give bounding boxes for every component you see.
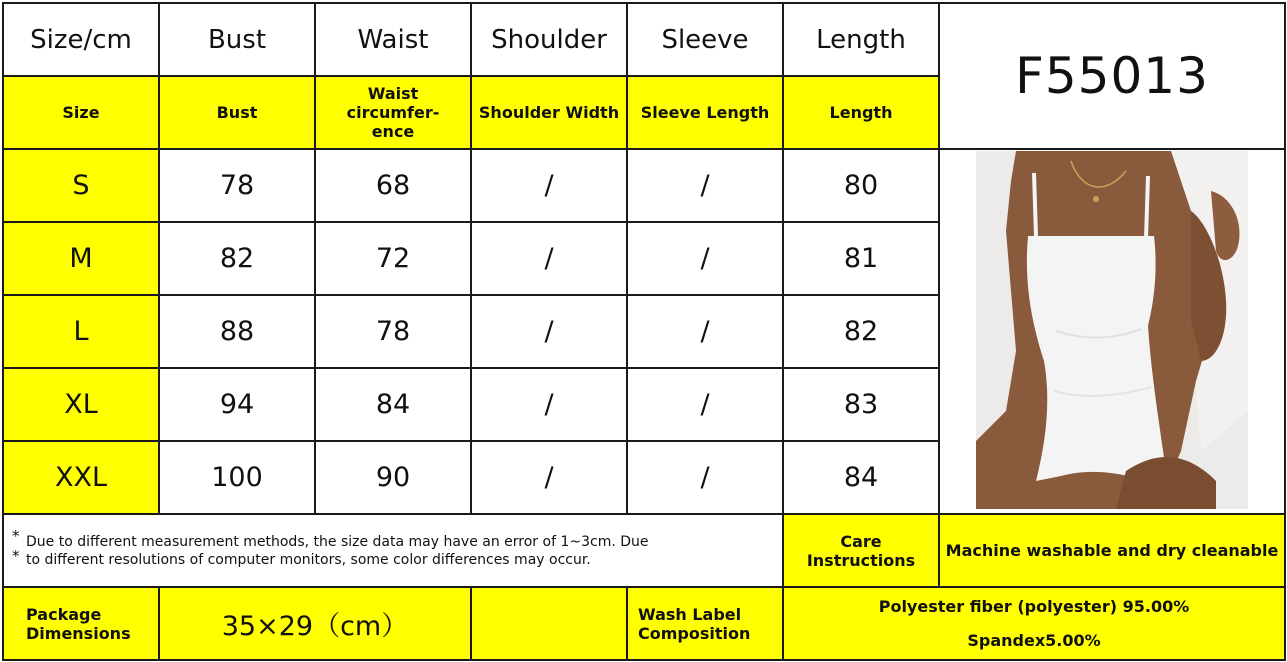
subheader-shoulder-label: Shoulder Width — [478, 103, 620, 122]
row-l-shoulder — [470, 294, 628, 369]
model-dress-illustration — [976, 151, 1248, 509]
header-waist — [314, 2, 472, 77]
header-shoulder-label: Shoulder — [491, 24, 607, 55]
disclaimer-note — [2, 513, 784, 588]
package-label-line-1: Package — [26, 604, 102, 624]
subheader-shoulder — [470, 75, 628, 150]
waist-value: 90 — [375, 462, 411, 493]
disclaimer-line-1: Due to different measurement methods, the size data may have an error of 1~3cm. Due — [26, 533, 649, 550]
header-length — [782, 2, 940, 77]
wash-label-label-cell — [626, 586, 784, 661]
row-xl-shoulder — [470, 367, 628, 442]
row-l-waist — [314, 294, 472, 369]
row-s-sleeve — [626, 148, 784, 223]
composition-value-cell — [782, 586, 1286, 661]
subheader-size — [2, 75, 160, 150]
composition-line-1: Polyester fiber (polyester) 95.00% — [878, 596, 1190, 616]
row-s-size — [2, 148, 160, 223]
row-xl-length — [782, 367, 940, 442]
disclaimer-text — [12, 526, 649, 569]
bust-value: 78 — [219, 170, 255, 201]
asterisk-bottom: * — [12, 546, 20, 565]
header-shoulder — [470, 2, 628, 77]
subheader-waist-label: Waist circumfer-ence — [346, 84, 440, 141]
waist-value: 78 — [375, 316, 411, 347]
row-xxl-length — [782, 440, 940, 515]
bust-value: 100 — [211, 462, 263, 493]
row-l-sleeve — [626, 294, 784, 369]
header-bust-label: Bust — [207, 24, 267, 55]
row-xl-sleeve — [626, 367, 784, 442]
header-size — [2, 2, 160, 77]
product-code-cell — [938, 2, 1286, 150]
shoulder-value: / — [544, 316, 554, 347]
product-photo — [976, 151, 1248, 509]
care-instructions-value: Machine washable and dry cleanable — [945, 541, 1279, 560]
header-length-label: Length — [816, 24, 906, 55]
row-l-size — [2, 294, 160, 369]
waist-value: 84 — [375, 389, 411, 420]
subheader-size-label: Size — [62, 103, 100, 122]
header-waist-label: Waist — [357, 24, 429, 55]
wash-label-line-2: Composition — [638, 623, 751, 643]
row-xl-bust — [158, 367, 316, 442]
row-l-bust — [158, 294, 316, 369]
shoulder-value: / — [544, 462, 554, 493]
empty-cell — [470, 586, 628, 661]
row-s-bust — [158, 148, 316, 223]
row-m-sleeve — [626, 221, 784, 296]
row-m-size — [2, 221, 160, 296]
sleeve-value: / — [700, 389, 710, 420]
asterisk-top: * — [12, 526, 20, 545]
bust-value: 94 — [219, 389, 255, 420]
shoulder-value: / — [544, 243, 554, 274]
length-value: 83 — [843, 389, 879, 420]
subheader-bust — [158, 75, 316, 150]
shoulder-value: / — [544, 170, 554, 201]
header-bust — [158, 2, 316, 77]
subheader-sleeve — [626, 75, 784, 150]
row-s-shoulder — [470, 148, 628, 223]
care-instructions-label: Care Instructions — [806, 531, 916, 570]
sleeve-value: / — [700, 462, 710, 493]
size-value: S — [72, 170, 90, 201]
subheader-waist — [314, 75, 472, 150]
size-value: L — [73, 316, 89, 347]
wash-label-line-1: Wash Label — [638, 604, 742, 624]
header-size-label: Size/cm — [30, 24, 132, 55]
package-label-line-2: Dimensions — [26, 623, 131, 643]
shoulder-value: / — [544, 389, 554, 420]
row-xxl-bust — [158, 440, 316, 515]
subheader-length-label: Length — [829, 103, 893, 122]
bust-value: 82 — [219, 243, 255, 274]
row-xxl-shoulder — [470, 440, 628, 515]
row-s-length — [782, 148, 940, 223]
package-dimensions-value-cell — [158, 586, 472, 661]
bust-value: 88 — [219, 316, 255, 347]
care-instructions-label-cell — [782, 513, 940, 588]
composition-line-2: Spandex5.00% — [967, 630, 1101, 650]
sleeve-value: / — [700, 243, 710, 274]
length-value: 80 — [843, 170, 879, 201]
disclaimer-line-2: to different resolutions of computer monitors, some color differences may occur. — [26, 551, 591, 568]
size-value: M — [69, 243, 93, 274]
product-code: F55013 — [1015, 47, 1209, 105]
subheader-length — [782, 75, 940, 150]
row-m-length — [782, 221, 940, 296]
subheader-sleeve-label: Sleeve Length — [640, 103, 770, 122]
row-m-shoulder — [470, 221, 628, 296]
length-value: 84 — [843, 462, 879, 493]
row-xxl-sleeve — [626, 440, 784, 515]
subheader-bust-label: Bust — [216, 103, 258, 122]
row-m-waist — [314, 221, 472, 296]
row-l-length — [782, 294, 940, 369]
size-value: XL — [64, 389, 98, 420]
package-dimensions-value: 35×29（cm） — [221, 611, 409, 642]
row-m-bust — [158, 221, 316, 296]
sleeve-value: / — [700, 316, 710, 347]
length-value: 82 — [843, 316, 879, 347]
size-value: XXL — [54, 462, 108, 493]
header-sleeve-label: Sleeve — [661, 24, 749, 55]
row-xxl-waist — [314, 440, 472, 515]
row-xxl-size — [2, 440, 160, 515]
sleeve-value: / — [700, 170, 710, 201]
waist-value: 68 — [375, 170, 411, 201]
row-s-waist — [314, 148, 472, 223]
waist-value: 72 — [375, 243, 411, 274]
length-value: 81 — [843, 243, 879, 274]
care-instructions-value-cell — [938, 513, 1286, 588]
package-dimensions-label-cell — [2, 586, 160, 661]
header-sleeve — [626, 2, 784, 77]
row-xl-size — [2, 367, 160, 442]
row-xl-waist — [314, 367, 472, 442]
